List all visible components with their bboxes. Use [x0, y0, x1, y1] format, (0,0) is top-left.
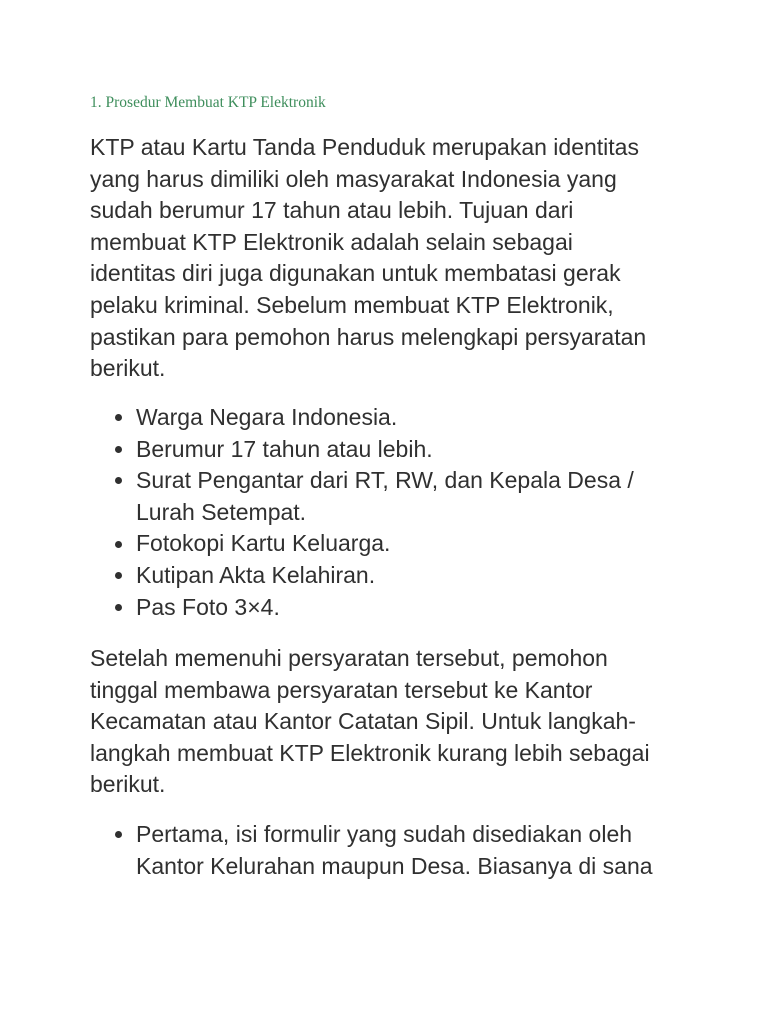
paragraph-line: KTP atau Kartu Tanda Penduduk merupakan identitas [90, 134, 639, 160]
paragraph-line: sudah berumur 17 tahun atau lebih. Tujuan dari [90, 197, 574, 224]
paragraph-line: tinggal membawa persyaratan tersebut ke Kantor [90, 676, 593, 703]
list-item [136, 402, 730, 434]
bullet-icon [115, 541, 122, 548]
bullet-icon [115, 572, 122, 579]
list-item [136, 465, 730, 528]
list-item-line: Pas Foto 3×4. [136, 593, 280, 620]
bullet-icon [115, 446, 122, 453]
paragraph-line: membuat KTP Elektronik adalah selain sebagai [90, 228, 573, 255]
list-item-line: Kutipan Akta Kelahiran. [136, 561, 376, 588]
intro-paragraph [90, 132, 730, 385]
paragraph-line: identitas diri juga digunakan untuk membatasi gerak [90, 260, 621, 287]
list-item-line: Lurah Setempat. [136, 498, 307, 525]
paragraph-line: Setelah memenuhi persyaratan tersebut, pemohon [90, 645, 608, 671]
section-heading: 1. Prosedur Membuat KTP Elektronik [90, 94, 326, 111]
paragraph-line: berikut. [90, 355, 166, 382]
paragraph-line: pelaku kriminal. Sebelum membuat KTP Elektronik, [90, 291, 614, 318]
list-item-line: Kantor Kelurahan maupun Desa. Biasanya di sana [136, 852, 653, 879]
list-item-line: Surat Pengantar dari RT, RW, dan Kepala Desa / [136, 467, 634, 494]
bullet-icon [115, 604, 122, 611]
list-item-line: Pertama, isi formulir yang sudah disediakan oleh [136, 821, 633, 847]
list-item [136, 528, 730, 560]
paragraph-line: Kecamatan atau Kantor Catatan Sipil. Untuk langkah- [90, 708, 636, 735]
steps-intro-paragraph [90, 643, 730, 801]
list-item-line: Berumur 17 tahun atau lebih. [136, 435, 433, 462]
bullet-icon [115, 477, 122, 484]
list-item-line: Warga Negara Indonesia. [136, 404, 398, 430]
list-item [136, 560, 730, 592]
bullet-icon [115, 414, 122, 421]
paragraph-line: langkah membuat KTP Elektronik kurang lebih sebagai [90, 739, 650, 766]
paragraph-line: pastikan para pemohon harus melengkapi persyaratan [90, 323, 647, 350]
paragraph-line: berikut. [90, 771, 166, 798]
list-item [136, 434, 730, 466]
steps-list [90, 819, 730, 882]
bullet-icon [115, 831, 122, 838]
paragraph-line: yang harus dimiliki oleh masyarakat Indonesia yang [90, 165, 617, 192]
list-item [136, 819, 730, 882]
list-item [136, 592, 730, 624]
requirements-list [90, 402, 730, 623]
list-item-line: Fotokopi Kartu Keluarga. [136, 530, 391, 557]
